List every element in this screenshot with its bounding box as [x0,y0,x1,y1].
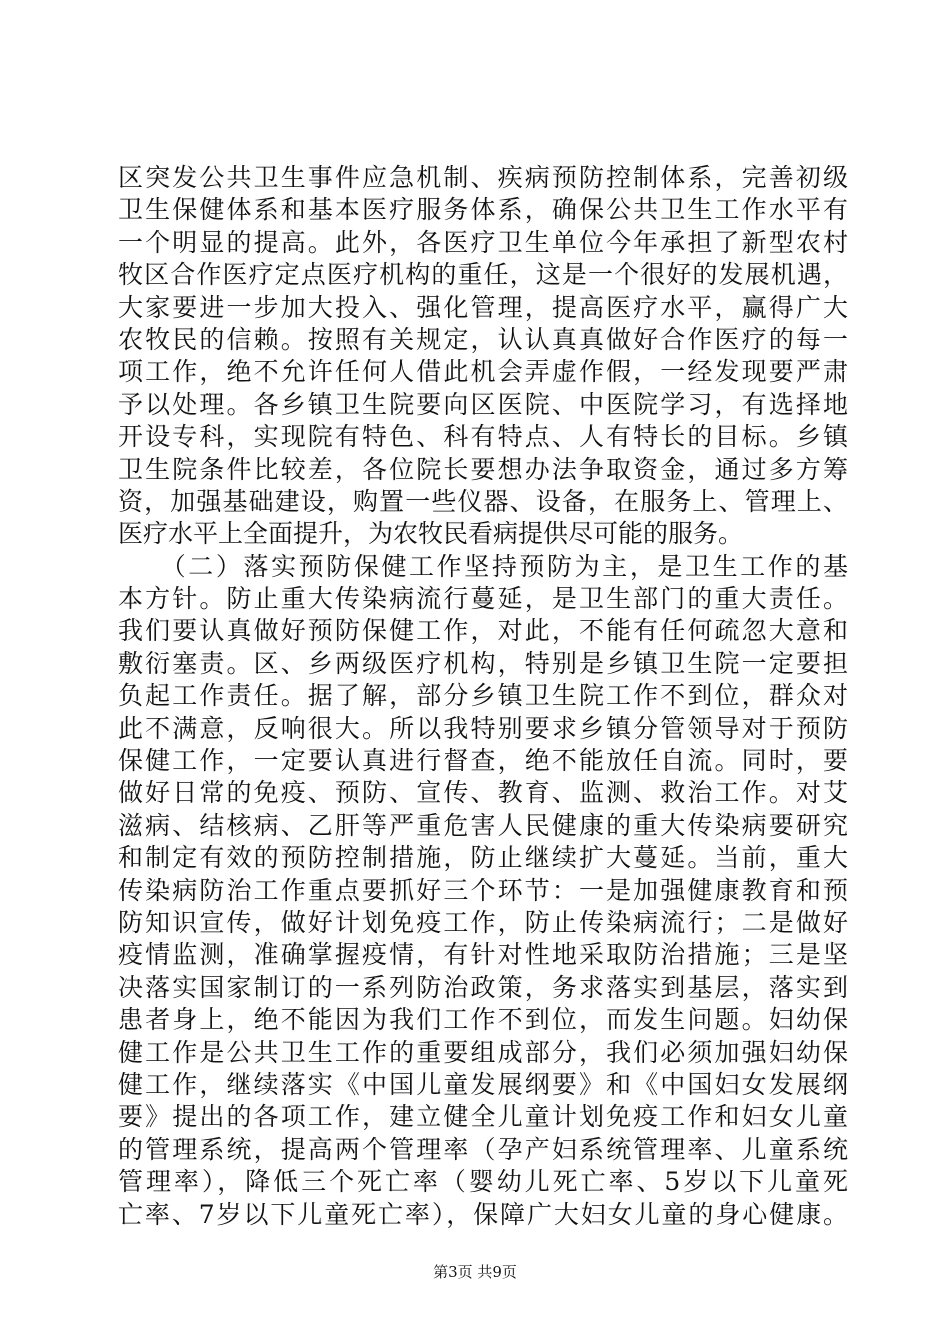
text-line: 卫生院条件比较差，各位院长要想办法争取资金，通过多方筹 [118,454,848,484]
text-line: 传染病防治工作重点要抓好三个环节：一是加强健康教育和预 [118,875,848,905]
text-line: 大家要进一步加大投入、强化管理，提高医疗水平，赢得广大 [118,292,848,322]
text-line: 予以处理。各乡镇卫生院要向区医院、中医院学习，有选择地 [118,389,848,419]
text-line: 要》提出的各项工作，建立健全儿童计划免疫工作和妇女儿童 [118,1102,848,1132]
text-line: 敷衍塞责。区、乡两级医疗机构，特别是乡镇卫生院一定要担 [118,648,848,678]
text-line: 防知识宣传，做好计划免疫工作，防止传染病流行；二是做好 [118,907,848,937]
text-line: 和制定有效的预防控制措施，防止继续扩大蔓延。当前，重大 [118,843,848,873]
text-line: 健工作，继续落实《中国儿童发展纲要》和《中国妇女发展纲 [118,1069,848,1099]
text-line: 患者身上，绝不能因为我们工作不到位，而发生问题。妇幼保 [118,1005,848,1035]
text-line: 的管理系统，提高两个管理率（孕产妇系统管理率、儿童系统 [118,1134,848,1164]
text-line: 做好日常的免疫、预防、宣传、教育、监测、救治工作。对艾 [118,778,848,808]
text-line: 开设专科，实现院有特色、科有特点、人有特长的目标。乡镇 [118,422,848,452]
page-footer: 第3页 共9页 [433,1263,517,1281]
text-line: 决落实国家制订的一系列防治政策，务求落实到基层，落实到 [118,972,848,1002]
text-line: 牧区合作医疗定点医疗机构的重任，这是一个很好的发展机遇， [118,260,848,290]
text-line: 健工作是公共卫生工作的重要组成部分，我们必须加强妇幼保 [118,1037,848,1067]
text-line: 亡率、7岁以下儿童死亡率），保障广大妇女儿童的身心健康。 [118,1199,848,1229]
text-line: 负起工作责任。据了解，部分乡镇卫生院工作不到位，群众对 [118,681,848,711]
text-line: 一个明显的提高。此外，各医疗卫生单位今年承担了新型农村 [118,227,848,257]
text-line: 卫生保健体系和基本医疗服务体系，确保公共卫生工作水平有 [118,195,848,225]
body-text [118,162,848,1231]
text-line: 项工作，绝不允许任何人借此机会弄虚作假，一经发现要严肃 [118,357,848,387]
text-line: 农牧民的信赖。按照有关规定，认认真真做好合作医疗的每一 [118,324,848,354]
text-line: 资，加强基础建设，购置一些仪器、设备，在服务上、管理上、 [118,486,848,516]
text-line: 本方针。防止重大传染病流行蔓延，是卫生部门的重大责任。 [118,584,848,614]
text-line: 我们要认真做好预防保健工作，对此，不能有任何疏忽大意和 [118,616,848,646]
text-line: （二）落实预防保健工作坚持预防为主，是卫生工作的基 [118,551,848,581]
text-line: 区突发公共卫生事件应急机制、疾病预防控制体系，完善初级 [118,163,848,192]
text-line: 管理率），降低三个死亡率（婴幼儿死亡率、5岁以下儿童死 [118,1167,848,1197]
text-line: 此不满意，反响很大。所以我特别要求乡镇分管领导对于预防 [118,713,848,743]
text-line: 滋病、结核病、乙肝等严重危害人民健康的重大传染病要研究 [118,810,848,840]
text-line: 医疗水平上全面提升，为农牧民看病提供尽可能的服务。 [118,519,744,549]
text-line: 疫情监测，准确掌握疫情，有针对性地采取防治措施；三是坚 [118,940,848,970]
text-line: 保健工作，一定要认真进行督查，绝不能放任自流。同时，要 [118,746,848,776]
